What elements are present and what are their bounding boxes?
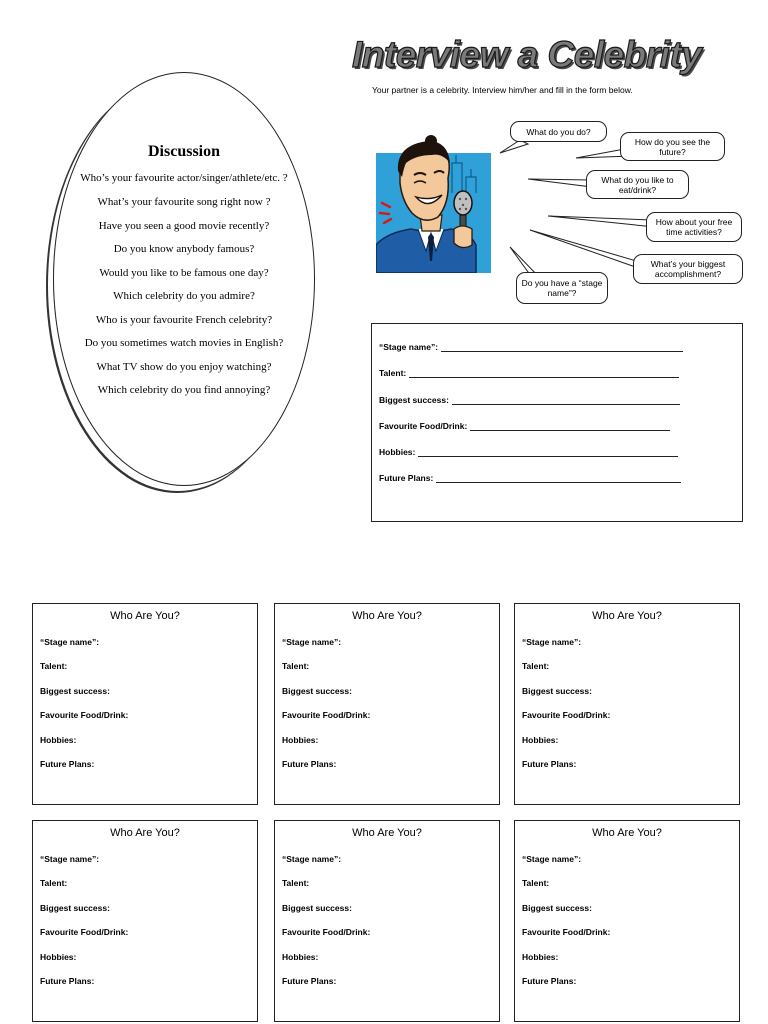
card-field: Talent: — [522, 661, 550, 671]
form-label: Future Plans: — [379, 473, 434, 483]
card-field: Future Plans: — [522, 976, 577, 986]
card-title: Who Are You? — [352, 610, 422, 622]
form-label: Hobbies: — [379, 447, 416, 457]
form-label: Favourite Food/Drink: — [379, 421, 468, 431]
discussion-question: Do you know anybody famous? — [113, 243, 255, 255]
stage-name-blank[interactable] — [441, 341, 683, 352]
card-title: Who Are You? — [110, 827, 180, 839]
card-field: Favourite Food/Drink: — [40, 710, 129, 720]
discussion-question: Have you seen a good movie recently? — [98, 219, 270, 232]
card-field: Biggest success: — [522, 686, 592, 696]
discussion-question: Who’s your favourite actor/singer/athlete/etc. ? — [80, 172, 288, 184]
card-field: “Stage name”: — [40, 637, 100, 647]
card-field: Favourite Food/Drink: — [282, 710, 371, 720]
card-field: Hobbies: — [282, 735, 319, 745]
form-row-biggest-success — [379, 394, 680, 405]
who-are-you-card — [274, 820, 500, 1022]
page-title: Interview a Celebrity — [352, 34, 702, 75]
discussion-question: Which celebrity do you find annoying? — [97, 384, 271, 396]
card-field: Hobbies: — [40, 735, 77, 745]
talent-blank[interactable] — [409, 367, 679, 378]
card-field: “Stage name”: — [40, 854, 100, 864]
discussion-question: Do you sometimes watch movies in English? — [84, 337, 284, 349]
card-field: Talent: — [282, 661, 310, 671]
card-field: Hobbies: — [522, 735, 559, 745]
interviewer-with-microphone-icon — [376, 133, 491, 273]
who-are-you-card — [274, 603, 500, 805]
card-field: Talent: — [522, 878, 550, 888]
card-field: Favourite Food/Drink: — [522, 710, 611, 720]
speech-bubble: What do you like to eat/drink? — [586, 170, 689, 199]
form-row-future-plans — [379, 472, 681, 483]
who-are-you-card — [32, 603, 258, 805]
card-field: Biggest success: — [522, 903, 592, 913]
discussion-question: Which celebrity do you admire? — [113, 290, 255, 302]
speech-bubble: What’s your biggest accomplishment? — [633, 254, 743, 284]
who-are-you-card — [514, 603, 740, 805]
card-title: Who Are You? — [352, 827, 422, 839]
discussion-question: What’s your favourite song right now ? — [97, 196, 271, 208]
card-field: Biggest success: — [40, 903, 110, 913]
discussion-heading: Discussion — [147, 143, 221, 160]
instructions: Your partner is a celebrity. Interview him/her and fill in the form below. — [372, 85, 633, 95]
interview-form — [371, 323, 743, 522]
card-field: Biggest success: — [282, 686, 352, 696]
card-title: Who Are You? — [592, 610, 662, 622]
card-field: Talent: — [282, 878, 310, 888]
form-label: Biggest success: — [379, 395, 449, 405]
card-field: Hobbies: — [522, 952, 559, 962]
card-field: Hobbies: — [282, 952, 319, 962]
speech-bubble: What do you do? — [510, 121, 607, 142]
who-are-you-card — [32, 820, 258, 1022]
discussion-panel — [53, 72, 315, 486]
form-label: Talent: — [379, 368, 407, 378]
form-row-stage-name — [379, 341, 683, 352]
favourite-food-blank[interactable] — [470, 420, 670, 431]
form-label: “Stage name”: — [379, 342, 439, 352]
speech-bubble: How do you see the future? — [620, 132, 725, 161]
card-field: Biggest success: — [40, 686, 110, 696]
card-title: Who Are You? — [110, 610, 180, 622]
card-title: Who Are You? — [592, 827, 662, 839]
card-field: Future Plans: — [282, 976, 337, 986]
form-row-talent — [379, 367, 679, 378]
form-row-favourite-food — [379, 420, 670, 431]
card-field: “Stage name”: — [522, 854, 582, 864]
discussion-question: What TV show do you enjoy watching? — [96, 360, 272, 373]
speech-bubble: How about your free time activities? — [646, 212, 742, 242]
card-field: Future Plans: — [282, 759, 337, 769]
form-row-hobbies — [379, 446, 678, 457]
future-plans-blank[interactable] — [436, 472, 681, 483]
card-field: Favourite Food/Drink: — [282, 927, 371, 937]
card-field: Future Plans: — [522, 759, 577, 769]
discussion-question: Would you like to be famous one day? — [99, 266, 269, 279]
card-field: Talent: — [40, 878, 68, 888]
card-field: Favourite Food/Drink: — [522, 927, 611, 937]
card-field: “Stage name”: — [282, 854, 342, 864]
card-field: “Stage name”: — [522, 637, 582, 647]
discussion-questions — [74, 172, 294, 408]
card-field: Biggest success: — [282, 903, 352, 913]
card-field: Future Plans: — [40, 759, 95, 769]
hobbies-blank[interactable] — [418, 446, 678, 457]
discussion-question: Who is your favourite French celebrity? — [95, 313, 273, 326]
who-are-you-card — [514, 820, 740, 1022]
card-field: Future Plans: — [40, 976, 95, 986]
speech-bubble: Do you have a “stage name”? — [516, 272, 608, 304]
card-field: Talent: — [40, 661, 68, 671]
card-field: Hobbies: — [40, 952, 77, 962]
card-field: “Stage name”: — [282, 637, 342, 647]
card-field: Favourite Food/Drink: — [40, 927, 129, 937]
biggest-success-blank[interactable] — [452, 394, 680, 405]
